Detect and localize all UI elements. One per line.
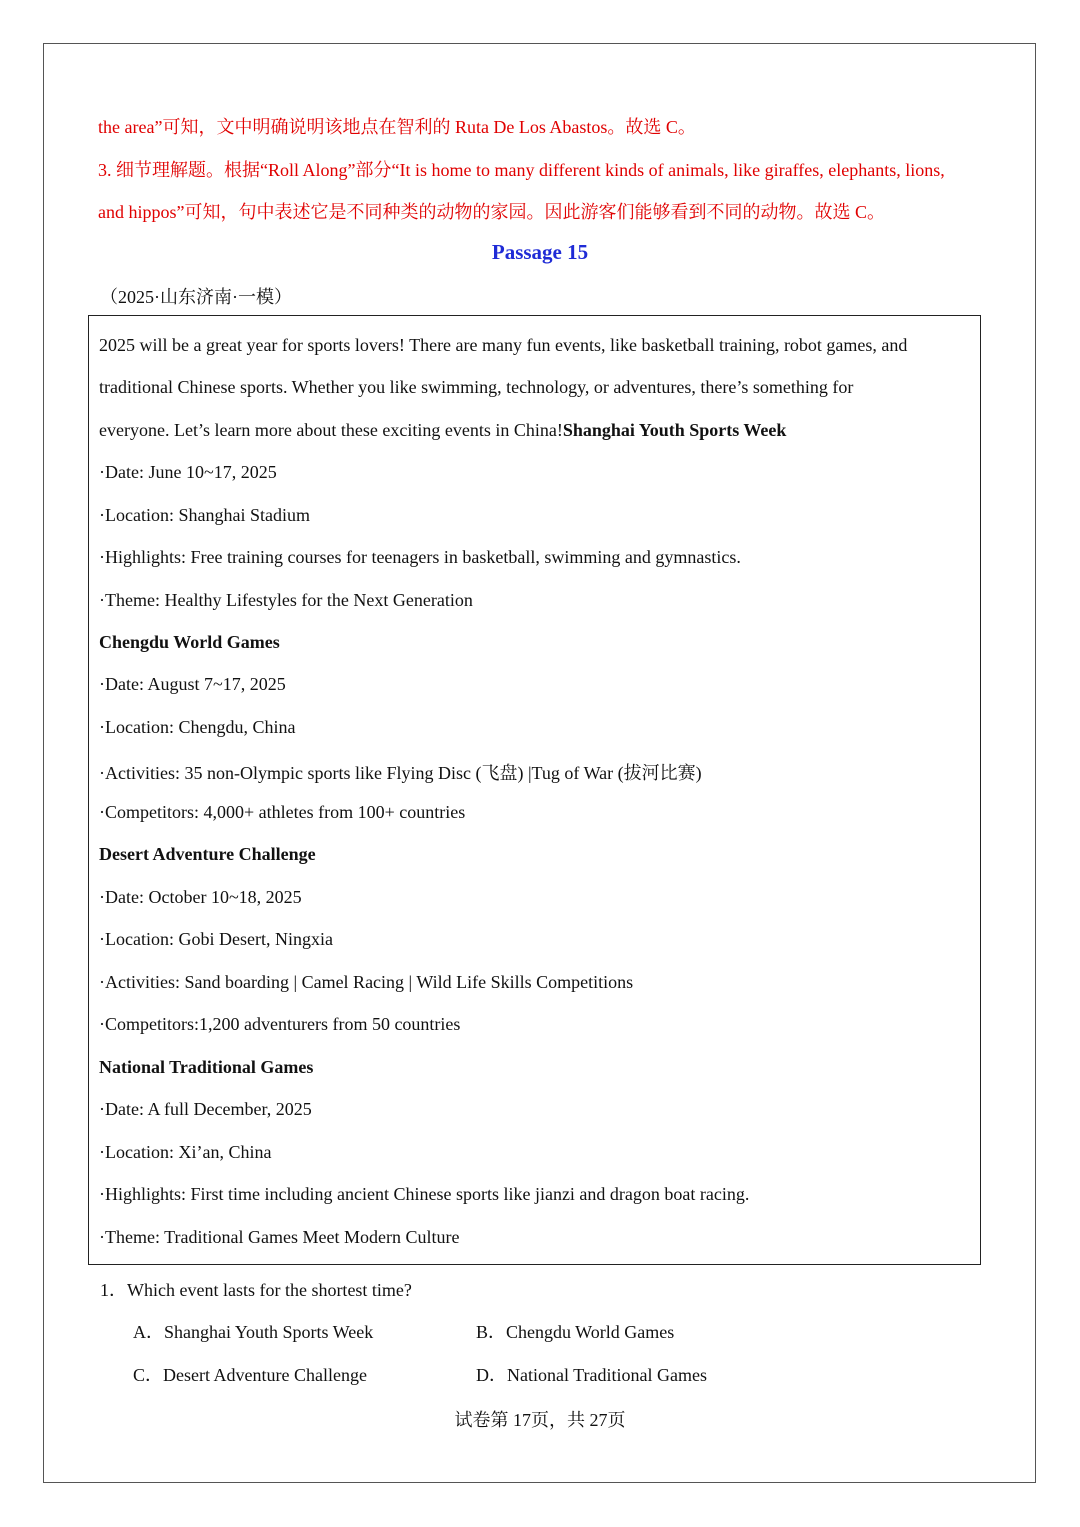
page-footer: 试卷第 17页，共 27页 [454, 1410, 626, 1430]
event-detail: ·Activities: 35 non-Olympic sports like Flying Disc (飞盘) |Tug of War (拔河比赛) [99, 763, 702, 783]
passage-box [88, 315, 981, 1265]
event-detail: ·Location: Shanghai Stadium [99, 505, 310, 525]
event-detail: ·Date: October 10~18, 2025 [99, 887, 302, 907]
event-detail: ·Date: August 7~17, 2025 [99, 674, 286, 694]
event-detail: ·Activities: Sand boarding | Camel Racing | Wild Life Skills Competitions [99, 972, 634, 992]
intro-line-1: 2025 will be a great year for sports lovers! There are many fun events, like basketball training, robot games, and [99, 335, 908, 355]
event-detail: ·Date: June 10~17, 2025 [99, 462, 277, 482]
explanation-line-3: and hippos”可知，句中表述它是不同种类的动物的家园。因此游客们能够看到不同的动物。故选 C。 [98, 202, 885, 222]
option-c[interactable]: C．Desert Adventure Challenge [133, 1365, 367, 1385]
event-detail: ·Highlights: First time including ancient Chinese sports like jianzi and dragon boat racing. [99, 1184, 750, 1204]
event-heading: Shanghai Youth Sports Week [562, 420, 787, 440]
passage-source: （2025·山东济南·一模） [100, 287, 292, 307]
option-a[interactable]: A．Shanghai Youth Sports Week [133, 1322, 374, 1342]
intro-line-3 [99, 420, 786, 441]
event-heading: Chengdu World Games [99, 632, 280, 652]
option-d[interactable]: D．National Traditional Games [476, 1365, 707, 1385]
event-detail: ·Competitors:1,200 adventurers from 50 countries [99, 1014, 461, 1034]
event-detail: ·Theme: Traditional Games Meet Modern Culture [99, 1227, 460, 1247]
event-heading: Desert Adventure Challenge [99, 844, 316, 864]
event-heading: National Traditional Games [99, 1057, 314, 1077]
explanation-line-2: 3. 细节理解题。根据“Roll Along”部分“It is home to many different kinds of animals, like giraffes, elephants, lions, [98, 160, 945, 180]
passage-title: Passage 15 [491, 240, 589, 264]
event-detail: ·Location: Gobi Desert, Ningxia [99, 929, 333, 949]
intro-text: everyone. Let’s learn more about these exciting events in China! [99, 420, 563, 440]
event-detail: ·Location: Xi’an, China [99, 1142, 272, 1162]
intro-line-2: traditional Chinese sports. Whether you like swimming, technology, or adventures, there’s something for [99, 377, 854, 397]
event-detail: ·Date: A full December, 2025 [99, 1099, 312, 1119]
event-detail: ·Theme: Healthy Lifestyles for the Next Generation [99, 590, 473, 610]
question-stem: 1．Which event lasts for the shortest time? [100, 1280, 412, 1300]
explanation-line-1: the area”可知，文中明确说明该地点在智利的 Ruta De Los Abastos。故选 C。 [98, 117, 696, 137]
event-detail: ·Highlights: Free training courses for teenagers in basketball, swimming and gymnastics. [99, 547, 741, 567]
event-detail: ·Competitors: 4,000+ athletes from 100+ countries [99, 802, 466, 822]
option-b[interactable]: B．Chengdu World Games [476, 1322, 675, 1342]
event-detail: ·Location: Chengdu, China [99, 717, 296, 737]
